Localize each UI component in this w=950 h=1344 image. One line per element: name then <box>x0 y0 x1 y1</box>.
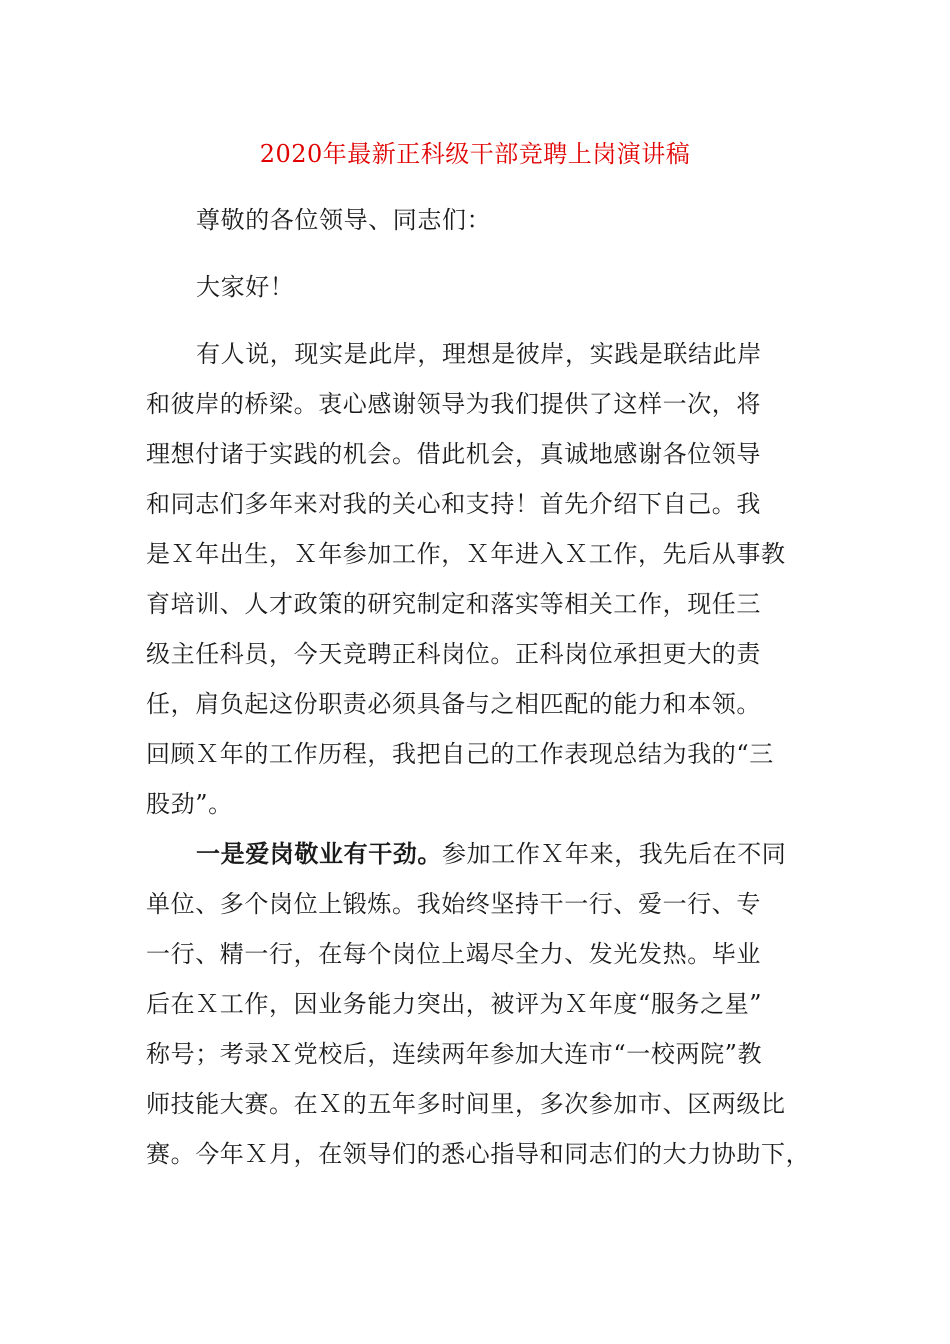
paragraph-line: 级主任科员，今天竞聘正科岗位。正科岗位承担更大的责 <box>146 640 761 668</box>
paragraph-line: 赛。今年Ｘ月，在领导们的悉心指导和同志们的大力协助下， <box>146 1140 811 1168</box>
paragraph-line: 理想付诸于实践的机会。借此机会，真诚地感谢各位领导 <box>146 440 761 468</box>
document-title: 2020年最新正科级干部竞聘上岗演讲稿 <box>259 140 691 168</box>
paragraph-line: 称号；考录Ｘ党校后，连续两年参加大连市“一校两院”教 <box>146 1040 763 1068</box>
paragraph-line: 一行、精一行，在每个岗位上竭尽全力、发光发热。毕业 <box>146 940 761 968</box>
paragraph-line: 任，肩负起这份职责必须具备与之相匹配的能力和本领。 <box>146 690 761 718</box>
paragraph-line: 和同志们多年来对我的关心和支持！首先介绍下自己。我 <box>146 490 761 518</box>
salutation: 尊敬的各位领导、同志们： <box>196 206 492 234</box>
paragraph-line: 师技能大赛。在Ｘ的五年多时间里，多次参加市、区两级比 <box>146 1090 786 1118</box>
section-heading: 一是爱岗敬业有干劲。 <box>196 839 442 868</box>
paragraph-line: 有人说，现实是此岸，理想是彼岸，实践是联结此岸 <box>196 340 762 368</box>
paragraph-line: 回顾Ｘ年的工作历程，我把自己的工作表现总结为我的“三 <box>146 740 774 768</box>
paragraph-line: 单位、多个岗位上锻炼。我始终坚持干一行、爱一行、专 <box>146 890 761 918</box>
paragraph-line: 后在Ｘ工作，因业务能力突出，被评为Ｘ年度“服务之星” <box>146 990 763 1018</box>
paragraph-text: 参加工作Ｘ年来，我先后在不同 <box>442 840 787 868</box>
paragraph-line: 是Ｘ年出生，Ｘ年参加工作，Ｘ年进入Ｘ工作，先后从事教 <box>146 540 786 568</box>
paragraph-line: 股劲”。 <box>146 790 233 818</box>
paragraph-line: 和彼岸的桥梁。衷心感谢领导为我们提供了这样一次，将 <box>146 390 761 418</box>
paragraph-line <box>196 834 786 874</box>
paragraph-line: 育培训、人才政策的研究制定和落实等相关工作，现任三 <box>146 590 761 618</box>
greeting: 大家好！ <box>196 273 295 301</box>
